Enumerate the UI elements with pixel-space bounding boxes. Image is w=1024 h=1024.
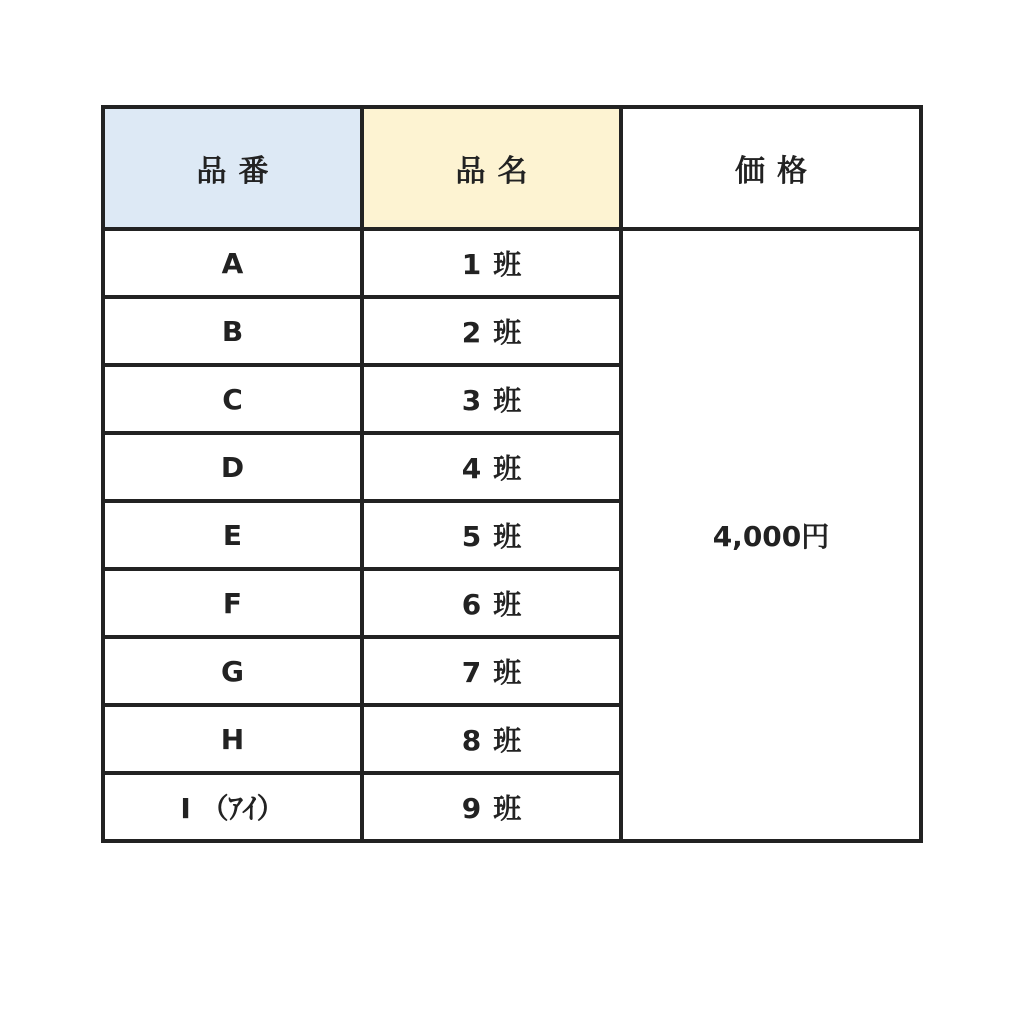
cell-code: G	[103, 637, 362, 705]
cell-code: I （ｱｲ）	[103, 773, 362, 841]
cell-code: A	[103, 229, 362, 297]
cell-code: C	[103, 365, 362, 433]
cell-code: D	[103, 433, 362, 501]
cell-name	[362, 501, 621, 569]
cell-name-suffix: 班	[493, 248, 522, 281]
cell-name-number: 2	[461, 316, 482, 349]
price-table	[101, 105, 923, 843]
cell-name	[362, 637, 621, 705]
cell-name-suffix: 班	[493, 792, 522, 825]
cell-name-suffix: 班	[493, 452, 522, 485]
cell-name-number: 3	[461, 384, 482, 417]
header-code: 品番	[103, 107, 362, 229]
header-price: 価格	[621, 107, 921, 229]
cell-name-number: 6	[461, 588, 482, 621]
cell-name	[362, 773, 621, 841]
table-row	[103, 229, 921, 297]
cell-name-suffix: 班	[493, 384, 522, 417]
cell-name-number: 5	[461, 520, 482, 553]
cell-name	[362, 433, 621, 501]
cell-code: B	[103, 297, 362, 365]
cell-name-number: 7	[461, 656, 482, 689]
cell-code: F	[103, 569, 362, 637]
header-name: 品名	[362, 107, 621, 229]
cell-price: 4,000円	[621, 229, 921, 841]
cell-name	[362, 705, 621, 773]
cell-code: H	[103, 705, 362, 773]
cell-name-suffix: 班	[493, 520, 522, 553]
cell-name	[362, 229, 621, 297]
cell-name-suffix: 班	[493, 316, 522, 349]
cell-name-suffix: 班	[493, 724, 522, 757]
cell-name-number: 4	[461, 452, 482, 485]
cell-name-number: 1	[461, 248, 482, 281]
cell-name	[362, 569, 621, 637]
cell-name-suffix: 班	[493, 656, 522, 689]
cell-name-suffix: 班	[493, 588, 522, 621]
cell-name	[362, 365, 621, 433]
cell-name-number: 8	[461, 724, 482, 757]
cell-name	[362, 297, 621, 365]
cell-code: E	[103, 501, 362, 569]
header-row	[103, 107, 921, 229]
cell-name-number: 9	[461, 792, 482, 825]
